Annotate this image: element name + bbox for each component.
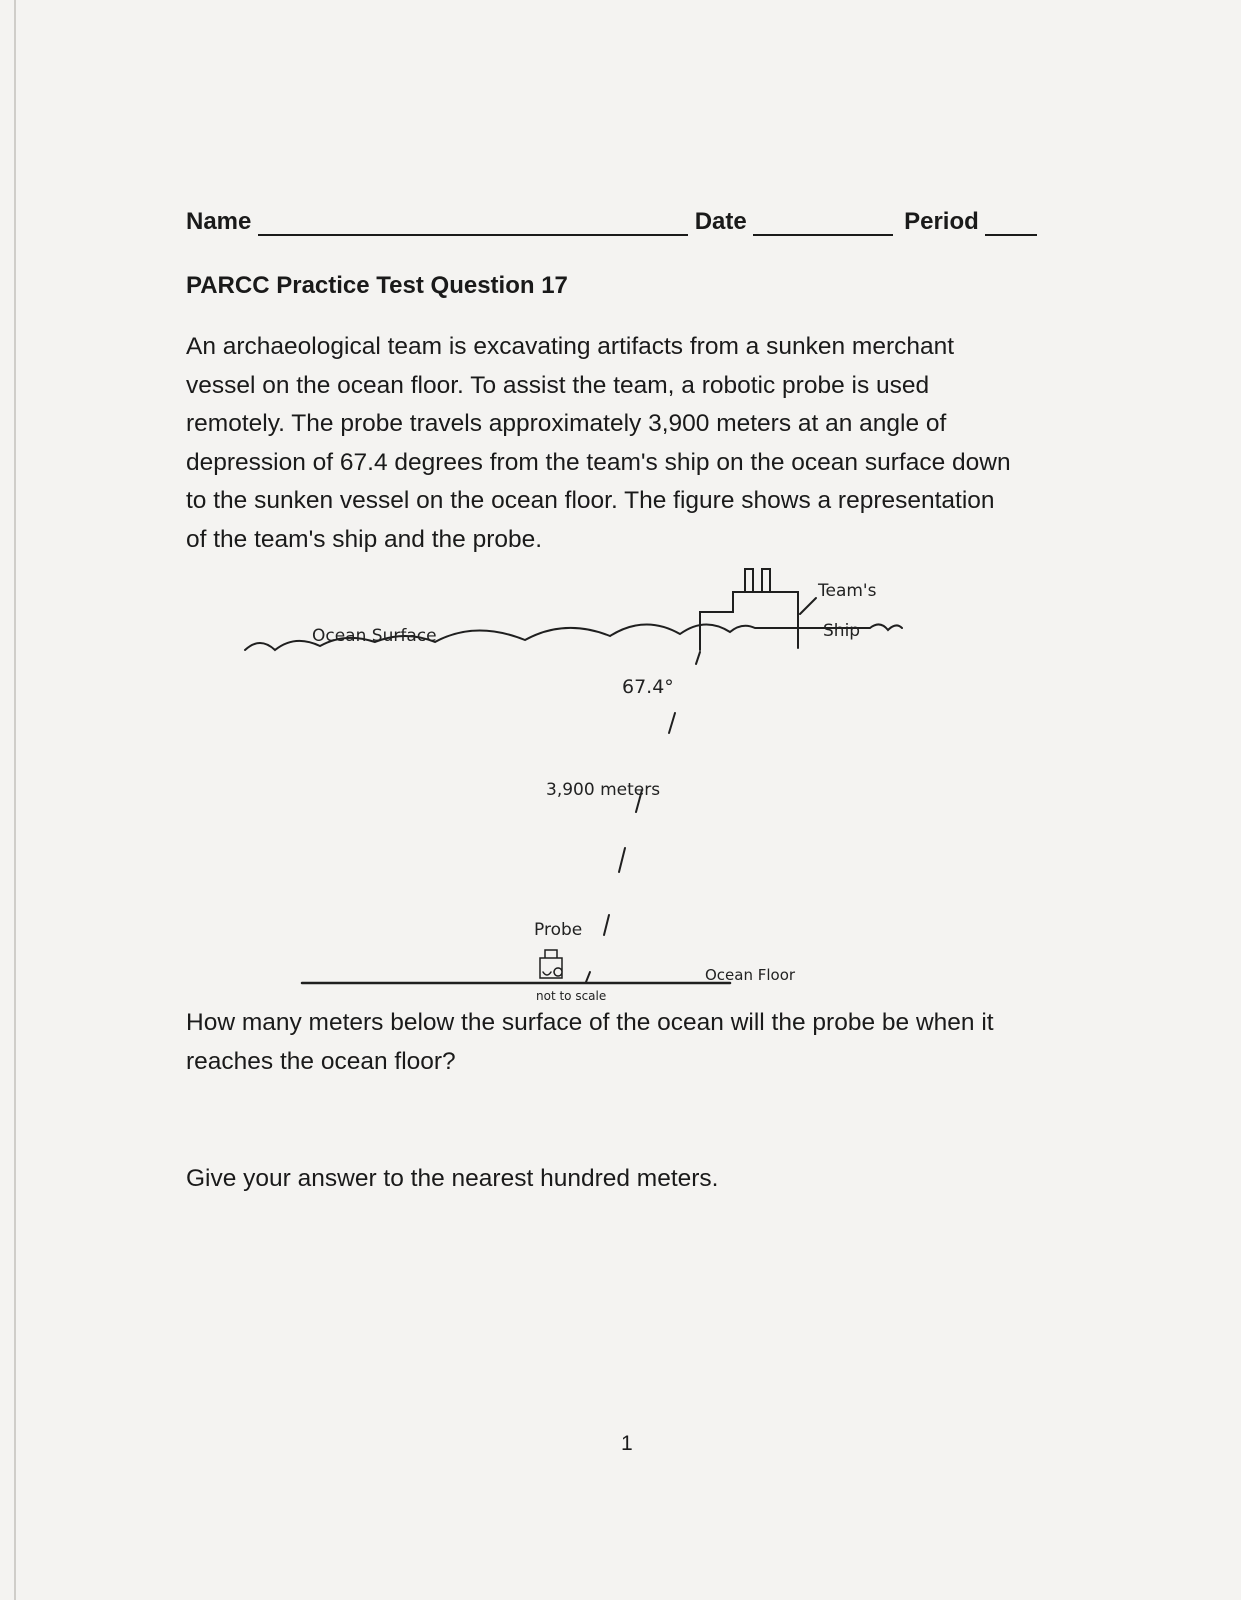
instruction-text: Give your answer to the nearest hundred meters. [186,1165,719,1192]
ship-funnel-2 [762,569,770,592]
problem-line: remotely. The probe travels approximately 3,900 meters at an angle of [186,410,947,437]
question-title: PARCC Practice Test Question 17 [186,272,568,299]
distance-label: 3,900 meters [546,780,661,800]
problem-line: of the team's ship and the probe. [186,525,543,553]
ship-label-pointer [800,598,816,614]
angle-label: 67.4° [622,676,674,698]
problem-line: depression of 67.4 degrees from the team's ship on the ocean surface down [186,448,1011,476]
scale-note: not to scale [536,989,607,1003]
question-text [186,1004,1086,1081]
period-label: Period [904,208,979,235]
probe-label: Probe [534,920,583,940]
question-line: How many meters below the surface of the ocean will the probe be when it [186,1009,994,1036]
ship-label-line1: Team's [818,581,877,601]
question-line: reaches the ocean floor? [186,1047,456,1075]
ocean-floor-label: Ocean Floor [705,966,796,984]
probe-icon [540,950,562,978]
ocean-surface-label: Ocean Surface [312,626,437,646]
date-label: Date [694,208,747,235]
name-label: Name [186,208,252,235]
problem-line: vessel on the ocean floor. To assist the team, a robotic probe is used [186,371,930,399]
ship-funnel-1 [745,569,753,592]
probe-path [586,652,700,982]
ship-label-line2: Ship [823,621,861,641]
problem-line: An archaeological team is excavating artifacts from a sunken merchant [186,333,955,360]
ship-hull-icon [700,592,798,650]
page-number: 1 [621,1432,633,1455]
problem-line: to the sunken vessel on the ocean floor. The figure shows a representation [186,487,995,514]
